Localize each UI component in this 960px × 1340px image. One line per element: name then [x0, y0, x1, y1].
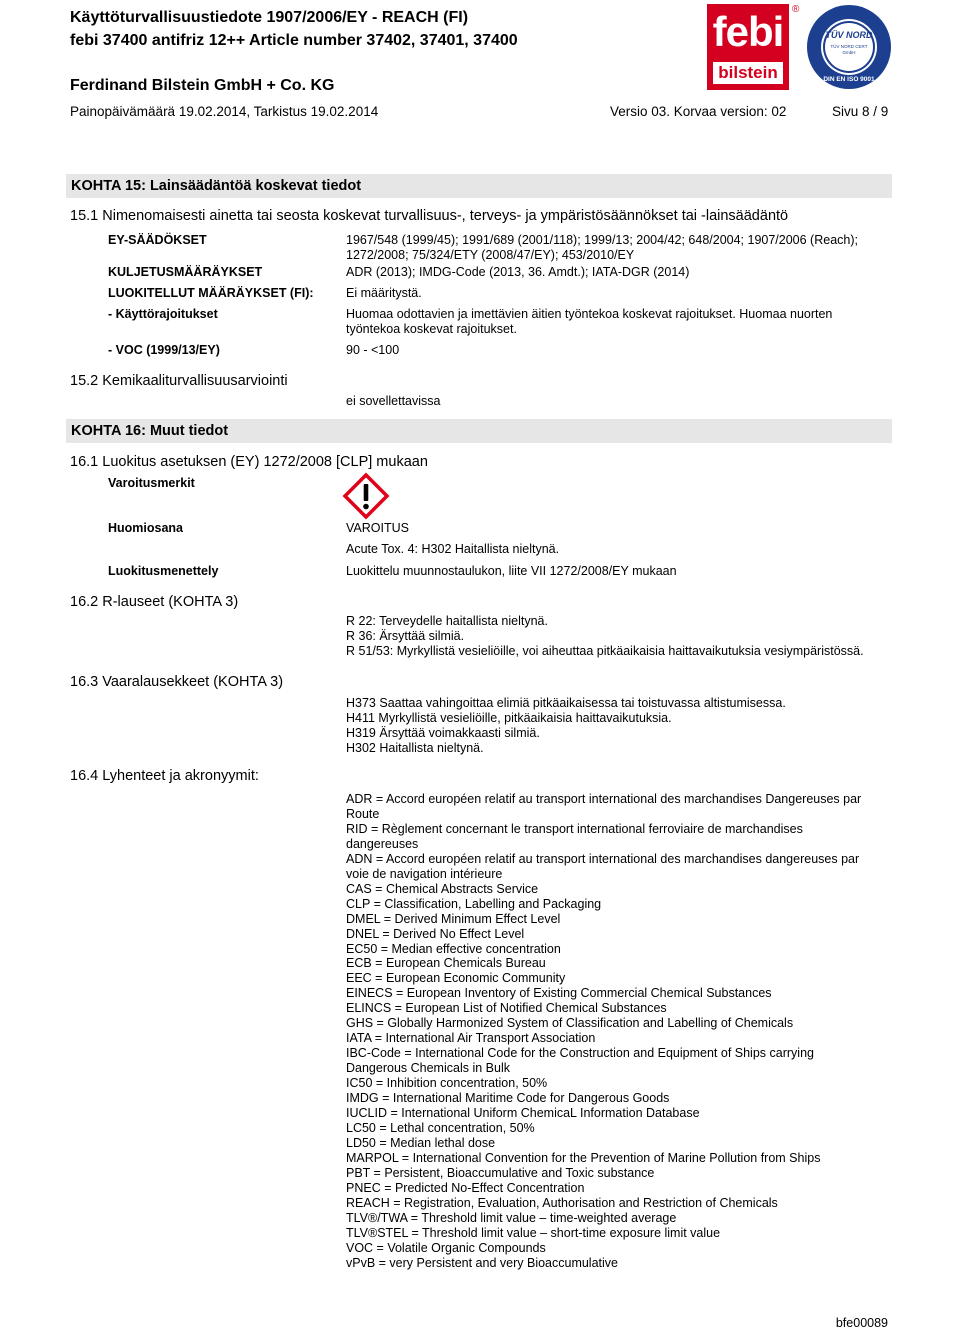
use-restrictions-label: - Käyttörajoitukset: [108, 307, 218, 321]
logo-bilstein-text: bilstein: [718, 63, 778, 82]
print-date: Painopäivämäärä 19.02.2014, Tarkistus 19.02.2014: [70, 104, 379, 119]
abbreviation-line: TLV®STEL = Threshold limit value – short-time exposure limit value: [346, 1225, 721, 1240]
list-item: H319 Ärsyttää voimakkaasti silmiä.: [346, 726, 540, 740]
hazard-class-value: Acute Tox. 4: H302 Haitallista nieltynä.: [346, 542, 560, 556]
febi-bilstein-logo: [707, 4, 789, 90]
r-phrases-list: [346, 614, 864, 659]
abbreviation-line: EINECS = European Inventory of Existing Commercial Chemical Substances: [346, 986, 772, 1001]
company-name: Ferdinand Bilstein GmbH + Co. KG: [70, 77, 335, 94]
abbreviation-line: vPvB = very Persistent and very Bioaccumulative: [346, 1255, 618, 1270]
section-15-2-value: ei sovellettavissa: [346, 394, 441, 408]
footer-code: bfe00089: [835, 1316, 888, 1330]
list-item: H373 Saattaa vahingoittaa elimiä pitkäaikaisessa tai toistuvassa altistumisessa.: [346, 696, 786, 710]
list-item: R 22: Terveydelle haitallista nieltynä.: [346, 614, 548, 628]
abbreviation-line: ECB = European Chemicals Bureau: [346, 956, 546, 971]
product-name: febi 37400 antifriz 12++ Article number 37402, 37401, 37400: [70, 32, 518, 49]
section-16-4-title: 16.4 Lyhenteet ja akronyymit:: [70, 768, 259, 784]
ey-regulations-label: EY-SÄÄDÖKSET: [108, 233, 207, 247]
abbreviation-line: REACH = Registration, Evaluation, Authorisation and Restriction of Chemicals: [346, 1195, 778, 1210]
classification-method-label: Luokitusmenettely: [108, 564, 219, 578]
list-item: R 51/53: Myrkyllistä vesieliöille, voi aiheuttaa pitkäaikaisia haittavaikutuksia vesiympäristössä.: [346, 644, 864, 658]
abbreviation-line: MARPOL = International Convention for the Prevention of Marine Pollution from Ships: [346, 1150, 821, 1165]
section-15-2-title: 15.2 Kemikaaliturvallisuusarviointi: [70, 373, 288, 389]
section-16-bar: [66, 419, 892, 443]
list-item: R 36: Ärsyttää silmiä.: [346, 629, 465, 643]
voc-label: - VOC (1999/13/EY): [108, 343, 220, 357]
page-number: Sivu 8 / 9: [832, 104, 889, 119]
classification-method-value: Luokittelu muunnostaulukon, liite VII 1272/2008/EY mukaan: [346, 564, 677, 578]
abbreviation-line: IATA = International Air Transport Association: [346, 1031, 596, 1046]
warning-symbols-label: Varoitusmerkit: [108, 476, 195, 490]
abbreviation-line: CAS = Chemical Abstracts Service: [346, 881, 539, 896]
classified-regulations-label: LUOKITELLUT MÄÄRÄYKSET (FI):: [108, 286, 314, 300]
abbreviation-line: LD50 = Median lethal dose: [346, 1135, 496, 1150]
abbreviation-line: IBC-Code = International Code for the Construction and Equipment of Ships carrying: [346, 1046, 814, 1061]
registered-mark: ®: [792, 4, 800, 15]
iso-text: DIN EN ISO 9001: [823, 76, 875, 83]
document-title: Käyttöturvallisuustiedote 1907/2006/EY - REACH (FI): [70, 9, 469, 26]
abbreviation-line: ADR = Accord européen relatif au transport international des marchandises Dangereuses par: [346, 792, 862, 806]
abbreviation-line: Route: [346, 806, 380, 821]
transport-regulations-label: KULJETUSMÄÄRÄYKSET: [108, 265, 263, 279]
section-16-3-title: 16.3 Vaaralausekkeet (KOHTA 3): [70, 674, 284, 690]
use-restrictions-value: [346, 307, 832, 337]
abbreviation-line: TLV®/TWA = Threshold limit value – time-weighted average: [346, 1210, 677, 1225]
tuv-nord-text: TÜV NORD: [825, 30, 873, 40]
tuv-cert-text: TÜV NORD CERT GmbH: [830, 44, 868, 55]
abbreviation-line: LC50 = Lethal concentration, 50%: [346, 1120, 535, 1135]
list-item: H302 Haitallista nieltynä.: [346, 741, 484, 755]
abbreviation-line: DNEL = Derived No Effect Level: [346, 926, 525, 941]
use-restrictions-line-2: työntekoa koskevat rajoitukset.: [346, 322, 517, 336]
abbreviation-line: EC50 = Median effective concentration: [346, 941, 561, 956]
footer-box: [818, 1314, 892, 1334]
tuv-nord-certification-badge: [806, 4, 892, 90]
h-phrases-list: [346, 696, 786, 756]
ey-regulations-value: [346, 233, 858, 263]
abbreviation-line: CLP = Classification, Labelling and Packaging: [346, 896, 602, 911]
abbreviation-line: IC50 = Inhibition concentration, 50%: [346, 1076, 548, 1091]
abbreviation-line: RID = Règlement concernant le transport international ferroviaire de marchandises: [346, 821, 803, 836]
abbreviation-line: Dangerous Chemicals in Bulk: [346, 1061, 510, 1076]
ey-regulations-line-2: 1272/2008; 75/324/ETY (2008/47/EY); 453/2010/EY: [346, 248, 635, 262]
abbreviation-line: dangereuses: [346, 836, 419, 851]
abbreviation-line: PBT = Persistent, Bioaccumulative and Toxic substance: [346, 1165, 655, 1180]
abbreviation-line: IUCLID = International Uniform ChemicaL Information Database: [346, 1106, 700, 1121]
abbreviation-line: voie de navigation intérieure: [346, 866, 503, 881]
abbreviation-line: DMEL = Derived Minimum Effect Level: [346, 911, 561, 926]
transport-regulations-value: ADR (2013); IMDG-Code (2013, 36. Amdt.); IATA-DGR (2014): [346, 265, 690, 279]
section-16-1-title: 16.1 Luokitus asetuksen (EY) 1272/2008 [CLP] mukaan: [70, 454, 428, 470]
list-item: H411 Myrkyllistä vesieliöille, pitkäaikaisia haittavaikutuksia.: [346, 711, 672, 725]
logo-febi-text: febi: [712, 8, 784, 55]
section-15-1-title: 15.1 Nimenomaisesti ainetta tai seosta koskevat turvallisuus-, terveys- ja ympäristösäännökset tai -lainsäädäntö: [70, 208, 789, 224]
section-15-title: KOHTA 15: Lainsäädäntöä koskevat tiedot: [71, 178, 362, 194]
use-restrictions-line-1: Huomaa odottavien ja imettävien äitien työntekoa koskevat rajoitukset. Huomaa nuorten: [346, 307, 833, 321]
abbreviation-line: GHS = Globally Harmonized System of Classification and Labelling of Chemicals: [346, 1016, 794, 1031]
abbreviation-line: ADN = Accord européen relatif au transport international des marchandises dangereuses par: [346, 851, 860, 866]
signal-word-label: Huomiosana: [108, 521, 184, 535]
section-16-2-title: 16.2 R-lauseet (KOHTA 3): [70, 594, 239, 610]
section-15-bar: [66, 174, 892, 198]
signal-word-value: VAROITUS: [346, 521, 409, 535]
abbreviation-line: IMDG = International Maritime Code for Dangerous Goods: [346, 1091, 670, 1106]
voc-value: 90 - <100: [346, 343, 400, 357]
abbreviation-line: EEC = European Economic Community: [346, 971, 566, 986]
abbreviation-line: PNEC = Predicted No-Effect Concentration: [346, 1180, 585, 1195]
version: Versio 03. Korvaa version: 02: [610, 104, 787, 119]
exclamation-mark-pictogram-icon: [342, 472, 390, 525]
abbreviation-line: ELINCS = European List of Notified Chemical Substances: [346, 1001, 667, 1016]
abbreviations-list: [346, 792, 891, 1271]
ey-regulations-line-1: 1967/548 (1999/45); 1991/689 (2001/118); 1999/13; 2004/42; 648/2004; 1907/2006 (Reach);: [346, 233, 858, 247]
abbreviation-line: VOC = Volatile Organic Compounds: [346, 1240, 546, 1255]
section-16-title: KOHTA 16: Muut tiedot: [71, 423, 229, 439]
classified-regulations-value: Ei määritystä.: [346, 286, 422, 300]
